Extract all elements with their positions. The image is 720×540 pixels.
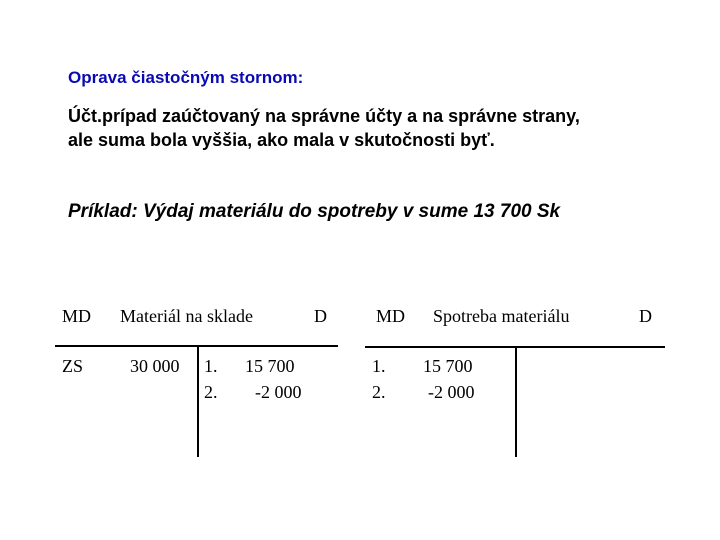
entry-amount: 15 700 <box>423 356 473 376</box>
t-account-vertical-line <box>515 346 517 457</box>
t-account-vertical-line <box>197 345 199 457</box>
md-label: MD <box>376 306 406 326</box>
opening-balance-amount: 30 000 <box>130 356 180 376</box>
account-name: Materiál na sklade <box>120 306 253 326</box>
slide-title: Oprava čiastočným stornom: <box>68 68 304 87</box>
description-line-2: ale suma bola vyššia, ako mala v skutočnosti byť. <box>68 130 495 150</box>
example-text: Príklad: Výdaj materiálu do spotreby v sume 13 700 Sk <box>68 201 561 222</box>
account-name: Spotreba materiálu <box>433 306 570 326</box>
entry-amount: -2 000 <box>255 382 302 402</box>
md-label: MD <box>62 306 92 326</box>
entry-number: 1. <box>204 356 218 376</box>
entry-number: 2. <box>204 382 218 402</box>
entry-amount: 15 700 <box>245 356 295 376</box>
opening-balance-label: ZS <box>62 356 84 376</box>
entry-number: 1. <box>372 356 386 376</box>
d-label: D <box>639 306 652 326</box>
entry-amount: -2 000 <box>428 382 475 402</box>
description-line-1: Účt.prípad zaúčtovaný na správne účty a na správne strany, <box>68 106 580 126</box>
entry-number: 2. <box>372 382 386 402</box>
d-label: D <box>314 306 327 326</box>
description <box>68 104 688 152</box>
